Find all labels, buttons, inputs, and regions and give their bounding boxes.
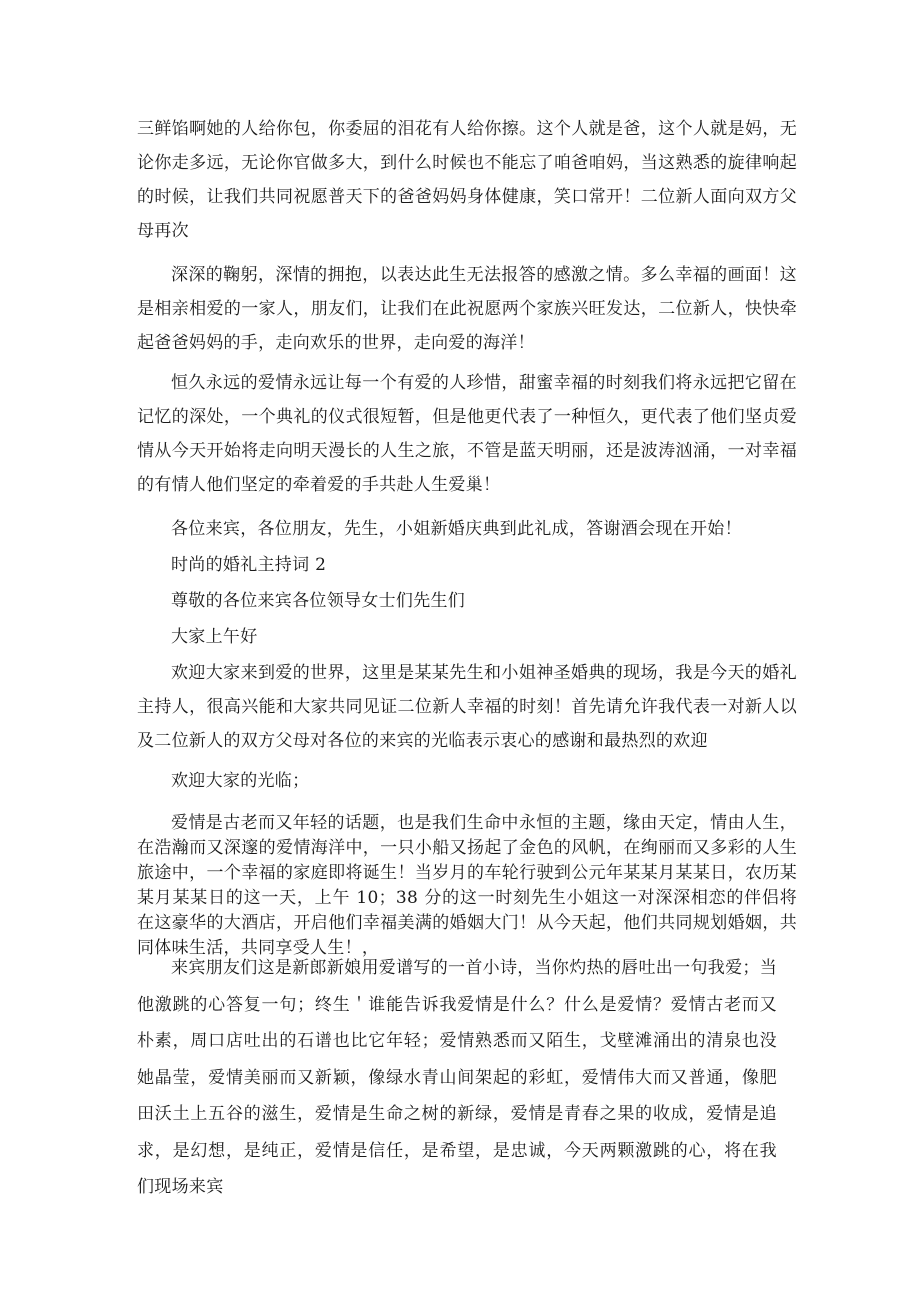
paragraph-2: 深深的鞠躬，深情的拥抱，以表达此生无法报答的感激之情。多么幸福的画面！这是相亲相爱的一家人，朋友们，让我们在此祝愿两个家族兴旺发达，二位新人，快快牵起爸爸妈妈的手，走向欢乐的世界，走向爱的海洋！ <box>137 265 797 353</box>
salutation: 尊敬的各位来宾各位领导女士们先生们 <box>171 591 466 611</box>
paragraph-welcome-short: 欢迎大家的光临； <box>171 771 310 791</box>
paragraph-3: 恒久永远的爱情永远让每一个有爱的人珍惜，甜蜜幸福的时刻我们将永远把它留在记忆的深处，一个典礼的仪式很短暂，但是他更代表了一种恒久，更代表了他们坚贞爱情从今天开始将走向明天漫长的人生之旅，不管是蓝天明丽，还是波涛汹涌，一对幸福的有情人他们坚定的牵着爱的手共赴人生爱巢！ <box>137 373 797 495</box>
section-heading: 时尚的婚礼主持词 2 <box>171 555 327 575</box>
paragraph-love: 爱情是古老而又年轻的话题，也是我们生命中永恒的主题，缘由天定，情由人生，在浩瀚而又深邃的爱情海洋中，一只小船又扬起了金色的风帆，在绚丽而又多彩的人生旅途中，一个幸福的家庭即将诞生！当岁月的车轮行驶到公元年某某月某某日，农历某某月某某日的这一天，上午 10；38 分的这一时刻先生小姐这一对深深相恋的伴侣将在这豪华的大酒店，开启他们幸福美满的婚姻大门！从今天起，他们共同规划婚姻，共同体味生活，共同享受人生！， <box>137 813 797 958</box>
paragraph-welcome: 欢迎大家来到爱的世界，这里是某某先生和小姐神圣婚典的现场，我是今天的婚礼主持人，很高兴能和大家共同见证二位新人幸福的时刻！首先请允许我代表一对新人以及二位新人的双方父母对各位的来宾的光临表示衷心的感谢和最热烈的欢迎 <box>137 663 797 751</box>
paragraph-1: 三鲜馅啊她的人给你包，你委屈的泪花有人给你擦。这个人就是爸，这个人就是妈，无论你走多远，无论你官做多大，到什么时候也不能忘了咱爸咱妈，当这熟悉的旋律响起的时候，让我们共同祝愿普天下的爸爸妈妈身体健康，笑口常开！二位新人面向双方父母再次 <box>137 119 797 241</box>
paragraph-poem: 来宾朋友们这是新郎新娘用爱谱写的一首小诗，当你灼热的唇吐出一句我爱；当他激跳的心答复一句；终生＇谁能告诉我爱情是什么？什么是爱情？爱情古老而又朴素，周口店吐出的石谱也比它年轻；爱情熟悉而又陌生，戈壁滩涌出的清泉也没她晶莹，爱情美丽而又新颖，像绿水青山间架起的彩虹，爱情伟大而又普通，像肥田沃土上五谷的滋生，爱情是生命之树的新绿，爱情是青春之果的收成，爱情是追求，是幻想，是纯正，爱情是信任，是希望，是忠诚，今天两颗激跳的心，将在我们现场来宾 <box>137 958 777 1197</box>
greeting: 大家上午好 <box>171 627 258 647</box>
paragraph-4: 各位来宾，各位朋友，先生，小姐新婚庆典到此礼成，答谢酒会现在开始！ <box>171 519 742 539</box>
